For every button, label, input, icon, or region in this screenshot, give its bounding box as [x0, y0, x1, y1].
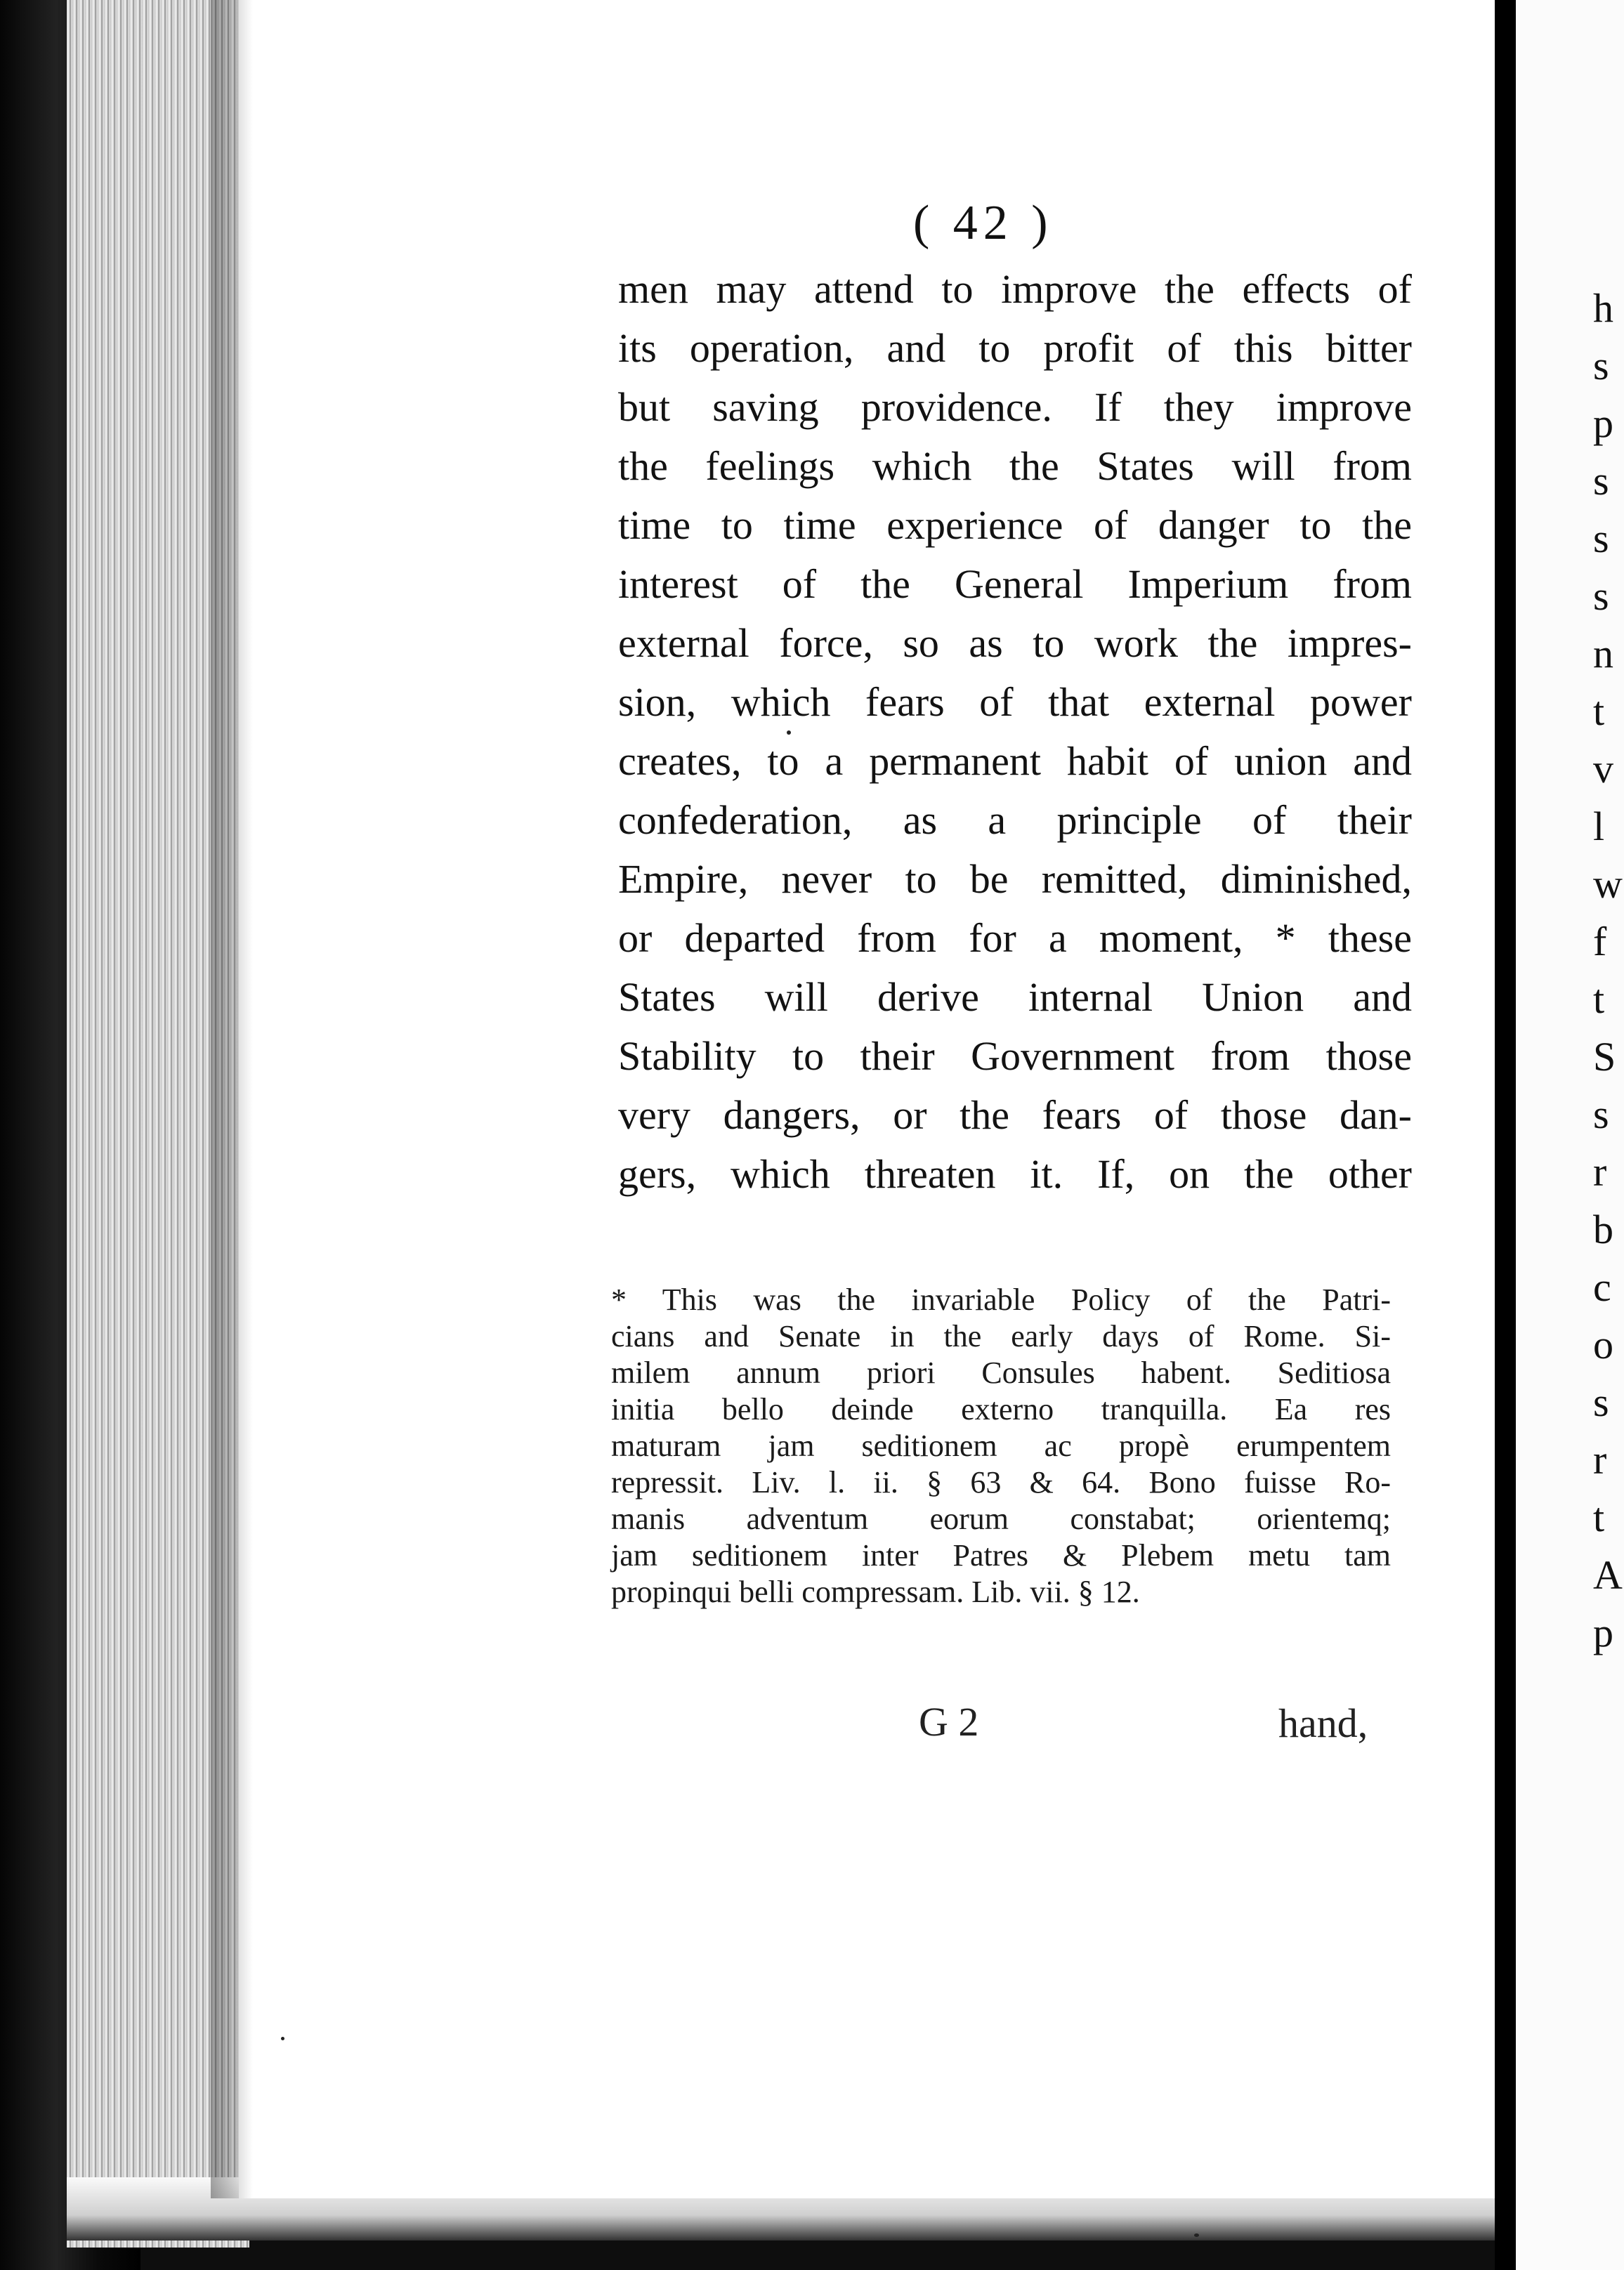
facing-page-letter: l — [1593, 803, 1605, 849]
facing-page-letter: r — [1593, 1437, 1607, 1483]
facing-page-letter: p — [1593, 400, 1613, 446]
facing-page-letter: r — [1593, 1149, 1607, 1195]
body-line: creates, to a permanent habit of union and — [618, 738, 1412, 784]
footnote-line: repressit. Liv. l. ii. § 63 & 64. Bono fuisse Ro- — [611, 1465, 1391, 1500]
footnote-line: cians and Senate in the early days of Rome. Si- — [611, 1319, 1391, 1353]
facing-page-letter: s — [1593, 573, 1609, 619]
facing-page-letter: f — [1593, 919, 1607, 964]
body-line: the feelings which the States will from — [618, 443, 1412, 489]
facing-page-letter: A — [1593, 1552, 1623, 1598]
facing-page-letter: c — [1593, 1264, 1611, 1310]
body-line: but saving providence. If they improve — [618, 384, 1412, 430]
scan-speck — [1194, 2233, 1199, 2237]
body-line: interest of the General Imperium from — [618, 561, 1412, 607]
facing-page-letter: s — [1593, 458, 1609, 504]
footnote-line: manis adventum eorum constabat; orientemq; — [611, 1502, 1391, 1536]
body-line: or departed from for a moment, * these — [618, 915, 1412, 961]
body-line: Stability to their Government from those — [618, 1033, 1412, 1079]
footnote-line: maturam jam seditionem ac propè erumpentem — [611, 1429, 1391, 1463]
facing-page-letter: t — [1593, 1495, 1605, 1540]
scan-speck — [787, 730, 791, 735]
facing-page-letter: S — [1593, 1034, 1616, 1080]
facing-page-letter: n — [1593, 631, 1613, 676]
facing-page-letter: p — [1593, 1610, 1613, 1655]
body-line: gers, which threaten it. If, on the other — [618, 1151, 1412, 1197]
facing-page-letter: s — [1593, 1379, 1609, 1425]
body-line: external force, so as to work the impres- — [618, 620, 1412, 666]
page-number: ( 42 ) — [913, 196, 1054, 250]
body-line: its operation, and to profit of this bitter — [618, 325, 1412, 371]
catchword: hand, — [1278, 1700, 1368, 1746]
footnote-line: jam seditionem inter Patres & Plebem metu tam — [611, 1538, 1391, 1573]
footnote-line: * This was the invariable Policy of the Patri- — [611, 1282, 1391, 1317]
body-line: confederation, as a principle of their — [618, 797, 1412, 843]
facing-page-letter: o — [1593, 1322, 1613, 1367]
body-line: sion, which fears of that external power — [618, 679, 1412, 725]
facing-page-letter: t — [1593, 976, 1605, 1022]
footnote — [611, 1282, 1391, 1610]
facing-page-letter: s — [1593, 1091, 1609, 1137]
scan-speck — [281, 2037, 284, 2040]
body-text — [618, 260, 1412, 1204]
body-line: very dangers, or the fears of those dan- — [618, 1092, 1412, 1138]
body-line: Empire, never to be remitted, diminished, — [618, 856, 1412, 902]
body-line: time to time experience of danger to the — [618, 502, 1412, 548]
facing-page-letter: h — [1593, 285, 1613, 331]
facing-page-letter: s — [1593, 516, 1609, 561]
facing-page-letter: b — [1593, 1207, 1613, 1252]
gutter-shadow — [211, 0, 253, 2198]
facing-page-letter: t — [1593, 688, 1605, 734]
signature-mark: G 2 — [919, 1699, 979, 1745]
fold-bar — [1495, 0, 1516, 2270]
facing-page-letter: s — [1593, 343, 1609, 388]
facing-page-letter: w — [1593, 861, 1623, 907]
facing-page-letter: v — [1593, 746, 1613, 792]
footnote-line: propinqui belli compressam. Lib. vii. § 12. — [611, 1575, 1140, 1609]
body-line: States will derive internal Union and — [618, 974, 1412, 1020]
footnote-line: initia bello deinde externo tranquilla. Ea res — [611, 1392, 1391, 1426]
footnote-line: milem annum priori Consules habent. Seditiosa — [611, 1356, 1391, 1390]
body-line: men may attend to improve the effects of — [618, 266, 1412, 312]
